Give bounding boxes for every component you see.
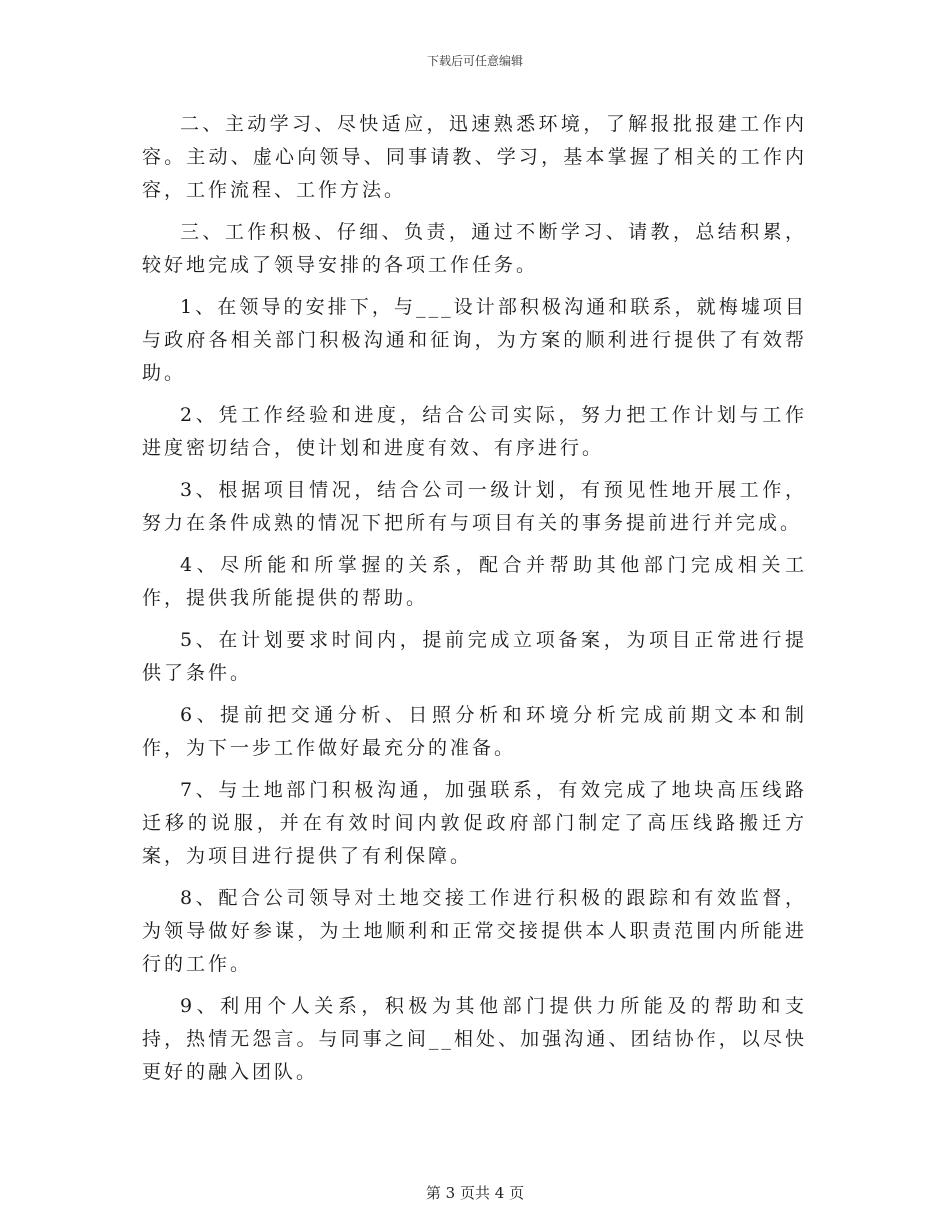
paragraph-2: 二、主动学习、尽快适应，迅速熟悉环境，了解报批报建工作内容。主动、虚心向领导、同事请教、学习，基本掌握了相关的工作内容，工作流程、工作方法。 bbox=[142, 113, 807, 201]
page-header: 下载后可任意编辑 bbox=[426, 54, 523, 68]
list-item-5: 5、在计划要求时间内，提前完成立项备案，为项目正常进行提供了条件。 bbox=[142, 629, 807, 684]
document-body bbox=[142, 108, 807, 1098]
paragraph-3: 三、工作积极、仔细、负责，通过不断学习、请教，总结积累，较好地完成了领导安排的各项工作任务。 bbox=[142, 221, 807, 276]
list-item-8: 8、配合公司领导对土地交接工作进行积极的跟踪和有效监督，为领导做好参谋，为土地顺利和正常交接提供本人职责范围内所能进行的工作。 bbox=[142, 887, 807, 975]
list-item-4: 4、尽所能和所掌握的关系，配合并帮助其他部门完成相关工作，提供我所能提供的帮助。 bbox=[142, 554, 807, 609]
list-item-7: 7、与土地部门积极沟通，加强联系，有效完成了地块高压线路迁移的说服，并在有效时间内敦促政府部门制定了高压线路搬迁方案，为项目进行提供了有利保障。 bbox=[142, 779, 807, 867]
list-item-3: 3、根据项目情况，结合公司一级计划，有预见性地开展工作，努力在条件成熟的情况下把所有与项目有关的事务提前进行并完成。 bbox=[142, 479, 807, 534]
list-item-1: 1、在领导的安排下，与___设计部积极沟通和联系，就梅墟项目与政府各相关部门积极沟通和征询，为方案的顺利进行提供了有效帮助。 bbox=[142, 296, 807, 384]
page-number: 第 3 页共 4 页 bbox=[425, 1184, 525, 1202]
list-item-9: 9、利用个人关系，积极为其他部门提供力所能及的帮助和支持，热情无怨言。与同事之间__相处、加强沟通、团结协作，以尽快更好的融入团队。 bbox=[142, 995, 807, 1083]
list-item-6: 6、提前把交通分析、日照分析和环境分析完成前期文本和制作，为下一步工作做好最充分的准备。 bbox=[142, 704, 807, 759]
list-item-2: 2、凭工作经验和进度，结合公司实际，努力把工作计划与工作进度密切结合，使计划和进度有效、有序进行。 bbox=[142, 404, 807, 459]
